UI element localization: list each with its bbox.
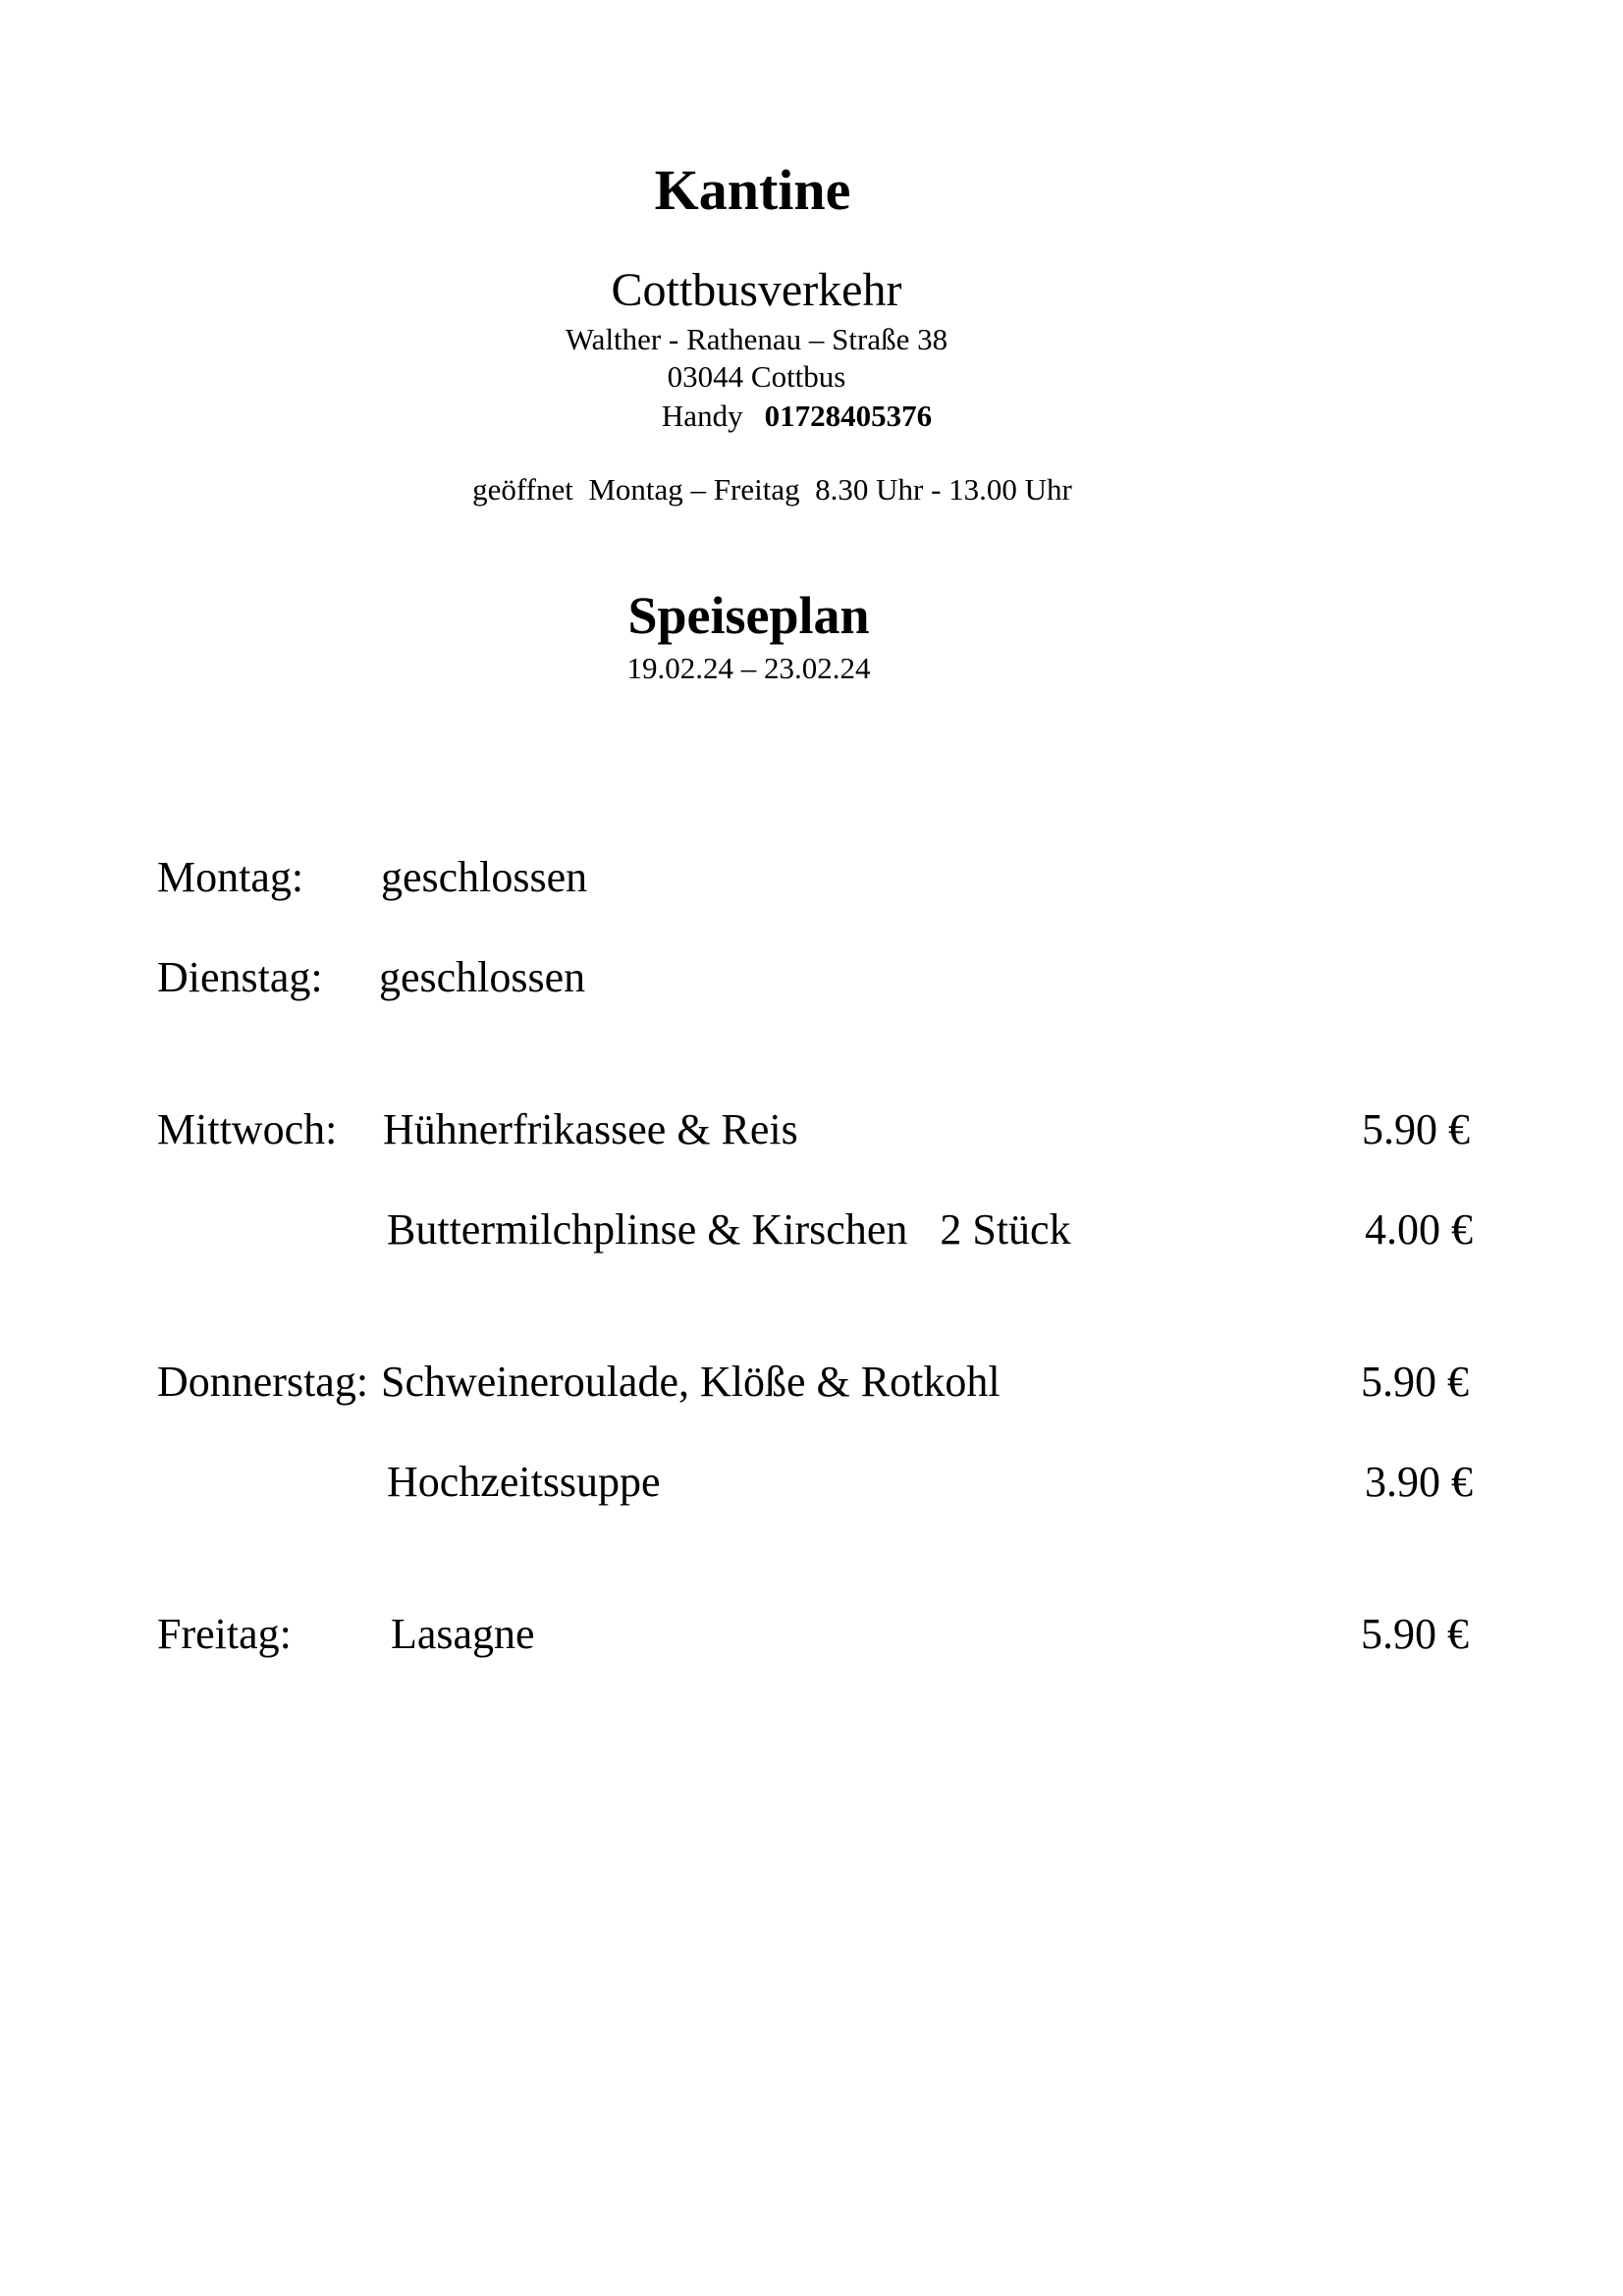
page-title: Kantine: [654, 158, 851, 222]
opening-hours: geöffnet Montag – Freitag 8.30 Uhr - 13.00 Uhr: [472, 472, 1072, 507]
menu-day-thursday: Donnerstag:: [157, 1358, 369, 1406]
menu-title: Speiseplan: [627, 586, 870, 645]
menu-price-thursday-2: 3.90 €: [1365, 1458, 1473, 1506]
phone-label: Handy: [661, 399, 743, 433]
menu-dish-wednesday-2: Buttermilchplinse & Kirschen 2 Stück: [387, 1205, 1071, 1254]
phone-line: [0, 399, 1608, 434]
menu-price-friday: 5.90 €: [1361, 1610, 1469, 1658]
menu-price-wednesday-2: 4.00 €: [1365, 1205, 1473, 1254]
menu-dish-monday: geschlossen: [381, 853, 588, 901]
menu-price-wednesday-1: 5.90 €: [1362, 1105, 1470, 1153]
menu-dish-tuesday: geschlossen: [379, 953, 586, 1001]
menu-dish-thursday-2: Hochzeitssuppe: [387, 1458, 661, 1506]
menu-dish-wednesday-1: Hühnerfrikassee & Reis: [383, 1105, 798, 1153]
menu-price-thursday-1: 5.90 €: [1361, 1358, 1469, 1406]
city-address: 03044 Cottbus: [667, 359, 846, 394]
menu-day-monday: Montag:: [157, 853, 304, 901]
street-address: Walther - Rathenau – Straße 38: [565, 322, 948, 356]
phone-number: 01728405376: [764, 399, 933, 433]
menu-day-tuesday: Dienstag:: [157, 953, 323, 1001]
menu-day-wednesday: Mittwoch:: [157, 1105, 338, 1153]
menu-day-friday: Freitag:: [157, 1610, 292, 1658]
menu-date-range: 19.02.24 – 23.02.24: [626, 651, 871, 685]
menu-dish-friday: Lasagne: [391, 1610, 535, 1658]
company-name: Cottbusverkehr: [611, 264, 902, 316]
menu-dish-thursday-1: Schweineroulade, Klöße & Rotkohl: [381, 1358, 1001, 1406]
